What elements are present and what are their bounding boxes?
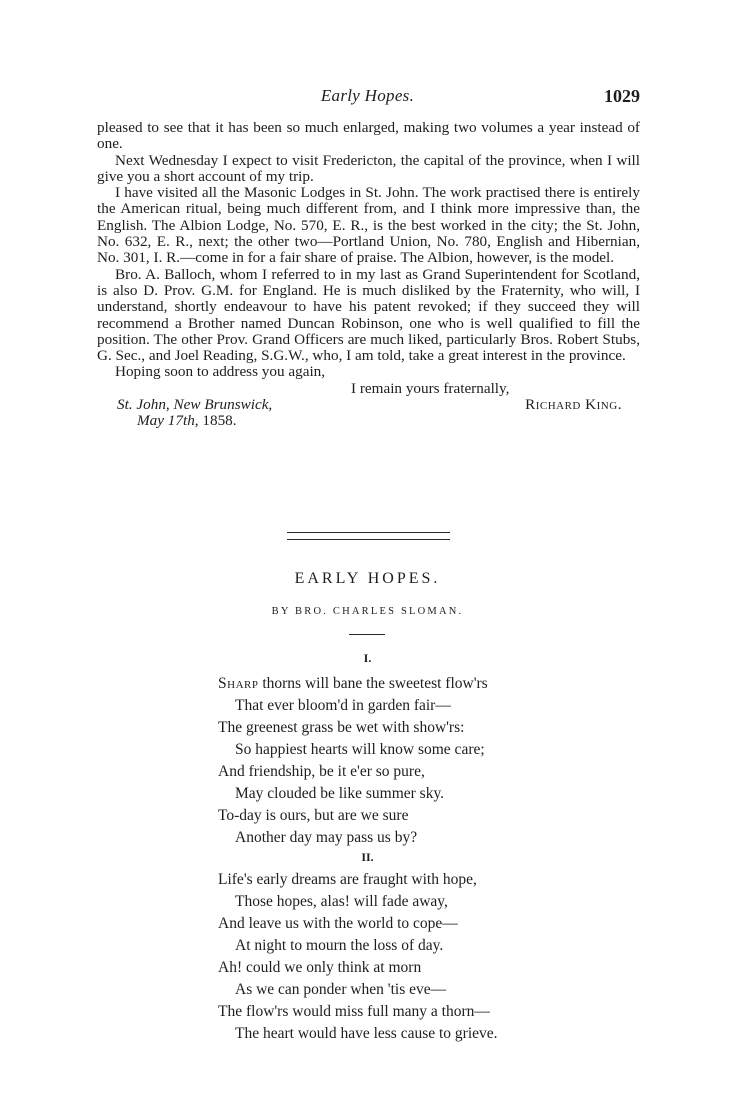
stanza-line: Those hopes, alas! will fade away, bbox=[235, 893, 448, 910]
stanza-1 bbox=[218, 673, 488, 849]
stanza-line: May clouded be like summer sky. bbox=[235, 785, 445, 802]
letter-date-year: 1858. bbox=[202, 412, 237, 430]
letter-signature: Richard King. bbox=[525, 396, 622, 414]
letter-body bbox=[97, 120, 640, 430]
signoff-row bbox=[97, 397, 640, 413]
stanza-line: To-day is ours, but are we sure bbox=[218, 807, 409, 824]
stanza-2 bbox=[218, 869, 498, 1045]
stanza-line: Ah! could we only think at morn bbox=[218, 959, 422, 976]
stanza-first-rest: thorns will bane the sweetest flow'rs bbox=[258, 675, 488, 692]
stanza-line: So happiest hearts will know some care; bbox=[235, 741, 485, 758]
stanza-line: Another day may pass us by? bbox=[235, 829, 418, 846]
stanza-line: That ever bloom'd in garden fair— bbox=[235, 697, 451, 714]
letter-date-month: May 17th, bbox=[137, 412, 199, 430]
stanza-first-word: Sharp bbox=[218, 675, 259, 692]
letter-place: St. John, New Brunswick, bbox=[117, 396, 273, 414]
page-number: 1029 bbox=[604, 86, 640, 106]
byline-rule bbox=[349, 634, 385, 635]
stanza-line: As we can ponder when 'tis eve— bbox=[235, 981, 447, 998]
poem-byline: BY BRO. CHARLES SLOMAN. bbox=[271, 606, 464, 617]
stanza-line bbox=[218, 673, 488, 695]
stanza-line: At night to mourn the loss of day. bbox=[235, 937, 444, 954]
letter-paragraph: Bro. A. Balloch, whom I referred to in my last as Grand Superintendent for Scotland, is also D. Prov. G.M. for England. He is much disliked by the Fraternity, who will, I understand, shortly endeavour to have his patent revoked; if they succeed they will recommend a Brother named Duncan Robinson, one who is well qualified to fill the position. The other Prov. Grand Officers are much liked, particularly Bros. Robert Stubs, G. Sec., and Joel Reading, S.G.W., who, I am told, take a great interest in the province. bbox=[97, 265, 640, 365]
section-divider bbox=[287, 532, 450, 540]
stanza-line: And leave us with the world to cope— bbox=[218, 915, 458, 932]
running-title: Early Hopes. bbox=[320, 86, 415, 105]
stanza-number-2: II. bbox=[361, 850, 374, 864]
poem-title: EARLY HOPES. bbox=[294, 570, 441, 587]
letter-paragraph: Next Wednesday I expect to visit Fredericton, the capital of the province, when I will give you a short account of my trip. bbox=[97, 151, 640, 185]
stanza-line: And friendship, be it e'er so pure, bbox=[218, 763, 425, 780]
running-head bbox=[0, 86, 735, 108]
letter-paragraph: pleased to see that it has been so much enlarged, making two volumes a year instead of one. bbox=[97, 119, 640, 153]
stanza-line: The greenest grass be wet with show'rs: bbox=[218, 719, 465, 736]
letter-paragraph: I have visited all the Masonic Lodges in St. John. The work practised there is entirely the American ritual, being much different from, and I think more impressive than, the English. The Albion Lodge, No. 570, E. R., is the best worked in the city; the St. John, No. 632, E. R., next; the other two—Portland Union, No. 780, English and Hibernian, No. 301, I. R.—come in for a fair share of praise. The Albion, however, is the model. bbox=[97, 184, 640, 267]
stanza-line: Life's early dreams are fraught with hope, bbox=[218, 871, 477, 888]
stanza-number-1: I. bbox=[363, 651, 372, 665]
letter-date bbox=[97, 413, 640, 429]
stanza-line: The flow'rs would miss full many a thorn— bbox=[218, 1003, 490, 1020]
closing-line: I remain yours fraternally, bbox=[351, 379, 510, 397]
closing-lead: Hoping soon to address you again, bbox=[115, 363, 326, 381]
stanza-line: The heart would have less cause to grieve. bbox=[235, 1025, 498, 1042]
